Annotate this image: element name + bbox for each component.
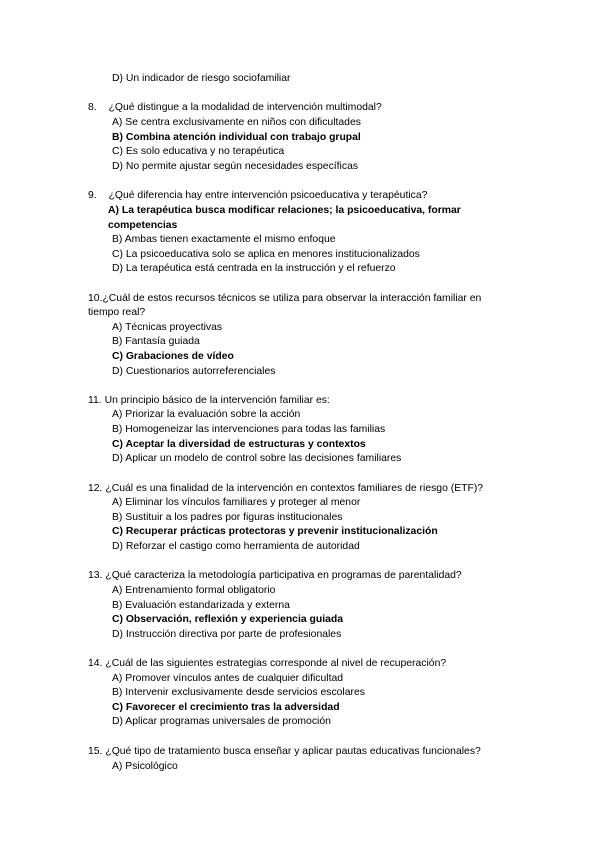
question-15	[88, 745, 481, 760]
question-text: ¿Qué diferencia hay entre intervención psicoeducativa y terapéutica?	[108, 190, 428, 201]
question-text-continued: tiempo real?	[88, 307, 146, 318]
option: A) Psicológico	[112, 761, 178, 772]
option: A) Eliminar los vínculos familiares y proteger al menor	[112, 497, 361, 508]
question-text: ¿Cuál de las siguientes estrategias corresponde al nivel de recuperación?	[105, 658, 447, 669]
option-correct-continued: competencias	[108, 220, 178, 231]
option: D) Instrucción directiva por parte de profesionales	[112, 629, 342, 640]
question-12	[88, 482, 483, 497]
option: B) Intervenir exclusivamente desde servicios escolares	[112, 687, 365, 698]
question-text: ¿Qué distingue a la modalidad de intervención multimodal?	[108, 102, 382, 113]
option: C) La psicoeducativa solo se aplica en menores institucionalizados	[112, 249, 420, 260]
option: B) Ambas tienen exactamente el mismo enfoque	[112, 234, 336, 245]
option-correct: C) Grabaciones de vídeo	[112, 351, 234, 362]
option: D) Reforzar el castigo como herramienta de autoridad	[112, 541, 360, 552]
question-14	[88, 657, 446, 672]
question-number: 11.	[88, 395, 102, 406]
option: D) Cuestionarios autorreferenciales	[112, 366, 276, 377]
question-8	[88, 101, 382, 116]
question-number: 12.	[88, 483, 103, 494]
option-correct: B) Combina atención individual con trabajo grupal	[112, 132, 361, 143]
question-text: ¿Qué caracteriza la metodología participativa en programas de parentalidad?	[105, 570, 462, 581]
question-number: 15.	[88, 746, 103, 757]
question-text: ¿Cuál de estos recursos técnicos se utiliza para observar la interacción familiar en	[102, 293, 482, 304]
option: B) Evaluación estandarizada y externa	[112, 600, 290, 611]
question-text: ¿Qué tipo de tratamiento busca enseñar y aplicar pautas educativas funcionales?	[105, 746, 481, 757]
option-correct: A) La terapéutica busca modificar relaciones; la psicoeducativa, formar	[108, 205, 461, 216]
option: D) Aplicar un modelo de control sobre las decisiones familiares	[112, 453, 402, 464]
option: A) Se centra exclusivamente en niños con dificultades	[112, 117, 361, 128]
question-13	[88, 569, 462, 584]
option: B) Fantasía guiada	[112, 336, 200, 347]
option: A) Entrenamiento formal obligatorio	[112, 585, 276, 596]
question-9	[88, 189, 427, 204]
option-correct: C) Observación, reflexión y experiencia guiada	[112, 614, 343, 625]
question-number: 8.	[88, 102, 97, 113]
question-text: ¿Cuál es una finalidad de la intervención en contextos familiares de riesgo (ETF)?	[105, 483, 484, 494]
question-text: Un principio básico de la intervención familiar es:	[104, 395, 330, 406]
option: D) No permite ajustar según necesidades específicas	[112, 161, 359, 172]
question-number: 13.	[88, 570, 103, 581]
question-11	[88, 394, 330, 409]
prev-option-d: D) Un indicador de riesgo sociofamiliar	[112, 73, 291, 84]
option: A) Promover vínculos antes de cualquier dificultad	[112, 673, 344, 684]
option: A) Priorizar la evaluación sobre la acción	[112, 409, 301, 420]
question-10	[88, 292, 481, 307]
option: C) Es solo educativa y no terapéutica	[112, 146, 285, 157]
option: D) Aplicar programas universales de promoción	[112, 716, 331, 727]
option-correct: C) Favorecer el crecimiento tras la adversidad	[112, 702, 340, 713]
option: B) Sustituir a los padres por figuras institucionales	[112, 512, 343, 523]
question-number: 14.	[88, 658, 103, 669]
option: A) Técnicas proyectivas	[112, 322, 223, 333]
option-correct: C) Aceptar la diversidad de estructuras y contextos	[112, 439, 366, 450]
option: B) Homogeneizar las intervenciones para todas las familias	[112, 424, 386, 435]
question-number: 10.	[88, 293, 103, 304]
option: D) La terapéutica está centrada en la instrucción y el refuerzo	[112, 263, 396, 274]
question-number: 9.	[88, 190, 97, 201]
option-correct: C) Recuperar prácticas protectoras y prevenir institucionalización	[112, 526, 438, 537]
